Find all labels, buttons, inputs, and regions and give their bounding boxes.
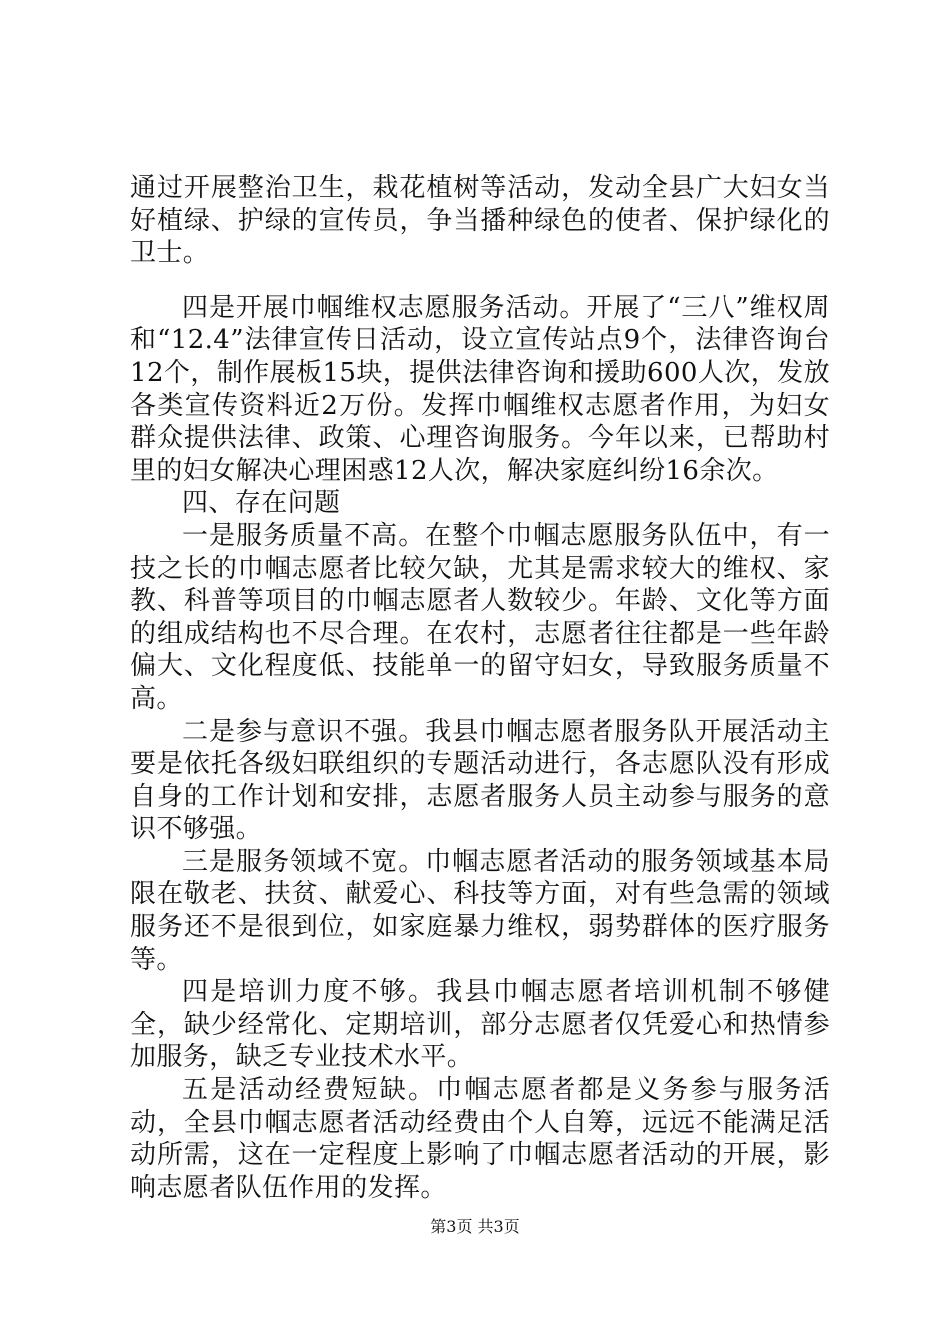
paragraph-problem-training: 四是培训力度不够。我县巾帼志愿者培训机制不够健全，缺少经常化、定期培训，部分志愿者仅凭爱心和热情参加服务，缺乏专业技术水平。 — [130, 977, 830, 1073]
section-heading-problems: 四、存在问题 — [182, 488, 341, 519]
document-body — [130, 172, 830, 1204]
paragraph-continuation: 通过开展整治卫生，栽花植树等活动，发动全县广大妇女当好植绿、护绿的宣传员，争当播种绿色的使者、保护绿化的卫士。 — [130, 173, 830, 269]
paragraph-problem-funding: 五是活动经费短缺。巾帼志愿者都是义务参与服务活动，全县巾帼志愿者活动经费由个人自筹，远远不能满足活动所需，这在一定程度上影响了巾帼志愿者活动的开展，影响志愿者队伍作用的发挥。 — [130, 1075, 830, 1203]
paragraph-problem-participation: 二是参与意识不强。我县巾帼志愿者服务队开展活动主要是依托各级妇联组织的专题活动进行，各志愿队没有形成自身的工作计划和安排，志愿者服务人员主动参与服务的意识不够强。 — [130, 716, 830, 845]
paragraph-problem-service-quality: 一是服务质量不高。在整个巾帼志愿服务队伍中，有一技之长的巾帼志愿者比较欠缺，尤其是需求较大的维权、家教、科普等项目的巾帼志愿者人数较少。年龄、文化等方面的组成结构也不尽合理。在农村，志愿者往往都是一些年龄偏大、文化程度低、技能单一的留守妇女，导致服务质量不高。 — [130, 520, 830, 714]
page-number-footer: 第3页 共3页 — [430, 1217, 520, 1236]
paragraph-problem-service-scope: 三是服务领域不宽。巾帼志愿者活动的服务领域基本局限在敬老、扶贫、献爱心、科技等方面，对有些急需的领域服务还不是很到位，如家庭暴力维权，弱势群体的医疗服务等。 — [130, 846, 830, 975]
paragraph-rights-volunteer-activity: 四是开展巾帼维权志愿服务活动。开展了“三八”维权周和“12.4”法律宣传日活动，设立宣传站点9个，法律咨询台12个，制作展板15块，提供法律咨询和援助600人次，发放各类宣传资料近2万份。发挥巾帼维权志愿者作用，为妇女群众提供法律、政策、心理咨询服务。今年以来，已帮助村里的妇女解决心理困惑12人次，解决家庭纠纷16余次。 — [130, 292, 830, 486]
